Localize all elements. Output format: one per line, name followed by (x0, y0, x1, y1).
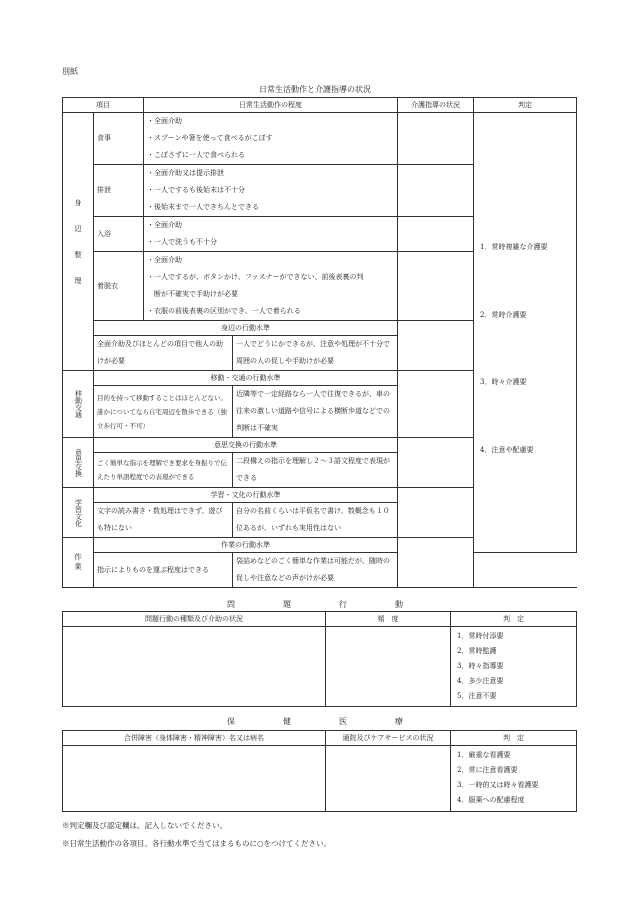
medical-header-treatment: 通院及びケアサービスの状況 (326, 731, 451, 746)
judgement-1: 1．常時複雑な介護要 (480, 243, 548, 251)
medical-section-title: 保 健 医 療 (227, 717, 403, 726)
bath-guidance-cell[interactable] (398, 217, 474, 252)
personal-level-left[interactable]: 全面介助及びほとんどの項目で他人の助けが必要 (94, 336, 233, 371)
work-label: 作業 (63, 538, 94, 588)
dress-guidance-cell[interactable] (398, 252, 474, 321)
mobility-right[interactable]: 近隣等で一定経路なら一人で往復できるが、車の往来の激しい道路や信号による横断歩道などでの判断は不確実 (233, 386, 398, 438)
judgement-4: 4．注意や配慮要 (480, 446, 534, 454)
dress-label: 着脱衣 (94, 252, 144, 321)
learning-level-title: 学習・文化の行動水準 (94, 488, 398, 503)
judgement-2: 2．常時介護要 (480, 311, 527, 319)
meal-label: 食事 (94, 113, 144, 165)
medical-header-judgement: 判 定 (451, 731, 577, 746)
note-2: ※日常生活動作の各項目、各行動水準で当てはまるものに○をつけてください。 (62, 839, 332, 848)
mobility-guidance[interactable] (398, 371, 474, 438)
mobility-left[interactable]: 目的を持って移動することはほとんどない。誰かについてなら自宅周辺を散歩できる（独立歩行可・不可） (94, 386, 233, 438)
note-1: ※判定欄及び認定欄は、記入しないでください。 (62, 821, 227, 830)
behavior-header-judgement: 判 定 (451, 612, 577, 627)
behavior-degree-cell[interactable] (63, 627, 326, 707)
learning-right[interactable]: 自分の名前くらいは平仮名で書け、数概念も１０位あるが、いずれも実用性はない (233, 503, 398, 538)
medical-header-disability: 合併障害（身体障害・精神障害）名又は病名 (63, 731, 326, 746)
dress-options[interactable]: ・全面介助 ・一人でするが、ボタンかけ、ファスナーができない、前後表裏の判 断が不確実で手助けが必要 ・衣服の前後表裏の区別ができ、一人で着られる (144, 252, 398, 321)
annex-label: 別紙 (62, 67, 78, 76)
judgement-3: 3．時々介護要 (480, 378, 527, 386)
work-right[interactable]: 袋詰めなどのごく簡単な作業は可能だが、随時の促しや注意などの声がけが必要 (233, 553, 398, 588)
communication-label: 意思交換 (63, 438, 94, 488)
adl-table (62, 97, 577, 588)
header-guidance: 介護指導の状況 (398, 98, 474, 113)
adl-judgement-cell (474, 113, 577, 553)
learning-label: 学習文化 (63, 488, 94, 538)
personal-level-right[interactable]: 一人でどうにかできるが、注意や処理が不十分で周囲の人の促しや手助けが必要 (233, 336, 398, 371)
toilet-label: 排泄 (94, 165, 144, 217)
toilet-options[interactable]: ・全面介助又は提示排泄 ・一人でするも後始末は不十分 ・後始末まで一人できちんとできる (144, 165, 398, 217)
form-title: 日常生活動作と介護指導の状況 (259, 85, 371, 94)
communication-guidance[interactable] (398, 438, 474, 488)
communication-left[interactable]: ごく簡単な指示を理解でき要求を身振りで伝えたり単語程度での表現ができる (94, 453, 233, 488)
bath-options[interactable]: ・全面介助 ・一人で洗うも不十分 (144, 217, 398, 252)
header-judgement: 判定 (474, 98, 577, 113)
meal-options[interactable]: ・全面介助 ・スプーンや箸を使って食べるがこぼす ・こぼさずに一人で食べられる (144, 113, 398, 165)
behavior-header-frequency: 頻 度 (326, 612, 451, 627)
header-degree: 日常生活動作の程度 (144, 98, 398, 113)
behavior-section-title: 問 題 行 動 (227, 600, 403, 609)
medical-disability-cell[interactable] (63, 746, 326, 812)
medical-judgement-list: 1．厳重な看護要 2．常に注意看護要 3．一時的又は時々看護要 4．服薬への配慮程度 (451, 746, 577, 812)
meal-guidance-cell[interactable] (398, 113, 474, 165)
mobility-level-title: 移動・交通の行動水準 (94, 371, 398, 386)
personal-level-guidance[interactable] (398, 321, 474, 371)
medical-table (62, 730, 577, 812)
communication-right[interactable]: 二段構えの指示を理解し２～３語文程度で表現ができる (233, 453, 398, 488)
work-level-title: 作業の行動水準 (94, 538, 398, 553)
learning-left[interactable]: 文字の読み書き・数処理はできず、遊びも特にない (94, 503, 233, 538)
work-guidance[interactable] (398, 538, 474, 588)
personal-care-label: 身 辺 整 理 (63, 113, 94, 371)
medical-treatment-cell[interactable] (326, 746, 451, 812)
communication-level-title: 意思交換の行動水準 (94, 438, 398, 453)
toilet-guidance-cell[interactable] (398, 165, 474, 217)
learning-guidance[interactable] (398, 488, 474, 538)
behavior-table (62, 611, 577, 707)
behavior-frequency-cell[interactable] (326, 627, 451, 707)
work-judgement-blank (474, 553, 577, 588)
header-item: 項目 (63, 98, 144, 113)
personal-level-title: 身辺の行動水準 (94, 321, 398, 336)
behavior-header-degree: 問題行動の種類及び介助の状況 (63, 612, 326, 627)
bath-label: 入浴 (94, 217, 144, 252)
mobility-label: 移動交通 (63, 371, 94, 438)
work-left[interactable]: 指示によりものを運ぶ程度はできる (94, 553, 233, 588)
behavior-judgement-list: 1．常時付添要 2．常時監護 3．時々指導要 4．多少注意要 5．注意不要 (451, 627, 577, 707)
